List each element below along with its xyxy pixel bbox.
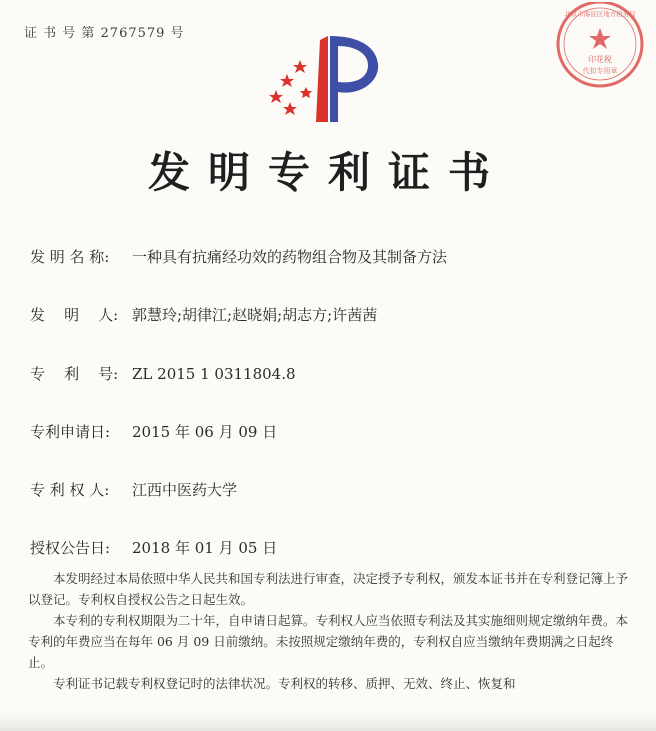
field-patent-number bbox=[30, 363, 296, 384]
field-invention-name bbox=[30, 246, 447, 267]
seal-line-2: 印花税 bbox=[588, 55, 612, 64]
body-paragraph: 本发明经过本局依照中华人民共和国专利法进行审查，决定授予专利权，颁发本证书并在专利登记簿上予以登记。专利权自授权公告之日起生效。 bbox=[28, 571, 629, 607]
patent-office-emblem-icon bbox=[262, 30, 392, 130]
field-value: 郭慧玲;胡律江;赵晓娟;胡志方;许茜茜 bbox=[132, 306, 378, 324]
body-paragraph: 本专利的专利权期限为二十年，自申请日起算。专利权人应当依照专利法及其实施细则规定缴纳年费。本专利的年费应当在每年 06 月 09 日前缴纳。未按照规定缴纳年费的，专利权自应当缴纳年费期满之日起终止。 bbox=[28, 613, 629, 670]
field-label: 专利申请日: bbox=[30, 423, 111, 441]
field-grant-announcement-date bbox=[30, 537, 277, 558]
bottom-edge bbox=[0, 712, 656, 731]
certificate-body-text bbox=[28, 568, 628, 694]
red-official-seal-icon bbox=[538, 2, 656, 98]
field-label: 授权公告日: bbox=[30, 539, 111, 557]
field-label: 发 明 名 称: bbox=[30, 248, 110, 266]
field-patentee bbox=[30, 479, 237, 500]
field-label: 专 利 号: bbox=[30, 365, 119, 383]
field-inventors bbox=[30, 304, 377, 325]
seal-line-1: 北京市海淀区地方税务局 bbox=[564, 10, 636, 18]
field-label: 发 明 人: bbox=[30, 306, 119, 324]
body-paragraph: 专利证书记载专利权登记时的法律状况。专利权的转移、质押、无效、终止、恢复和 bbox=[53, 676, 516, 691]
field-label: 专 利 权 人: bbox=[30, 481, 110, 499]
certificate-title: 发明专利证书 bbox=[147, 148, 508, 197]
seal-line-3: 代扣专用章 bbox=[582, 67, 618, 75]
certificate-number: 证 书 号 第 2767579 号 bbox=[24, 26, 185, 41]
field-value: 2015 年 06 月 09 日 bbox=[132, 423, 278, 441]
field-value: 一种具有抗痛经功效的药物组合物及其制备方法 bbox=[132, 248, 448, 266]
field-application-date bbox=[30, 421, 277, 442]
field-value: ZL 2015 1 0311804.8 bbox=[132, 365, 296, 383]
field-value: 江西中医药大学 bbox=[132, 481, 238, 499]
field-value: 2018 年 01 月 05 日 bbox=[132, 539, 278, 557]
